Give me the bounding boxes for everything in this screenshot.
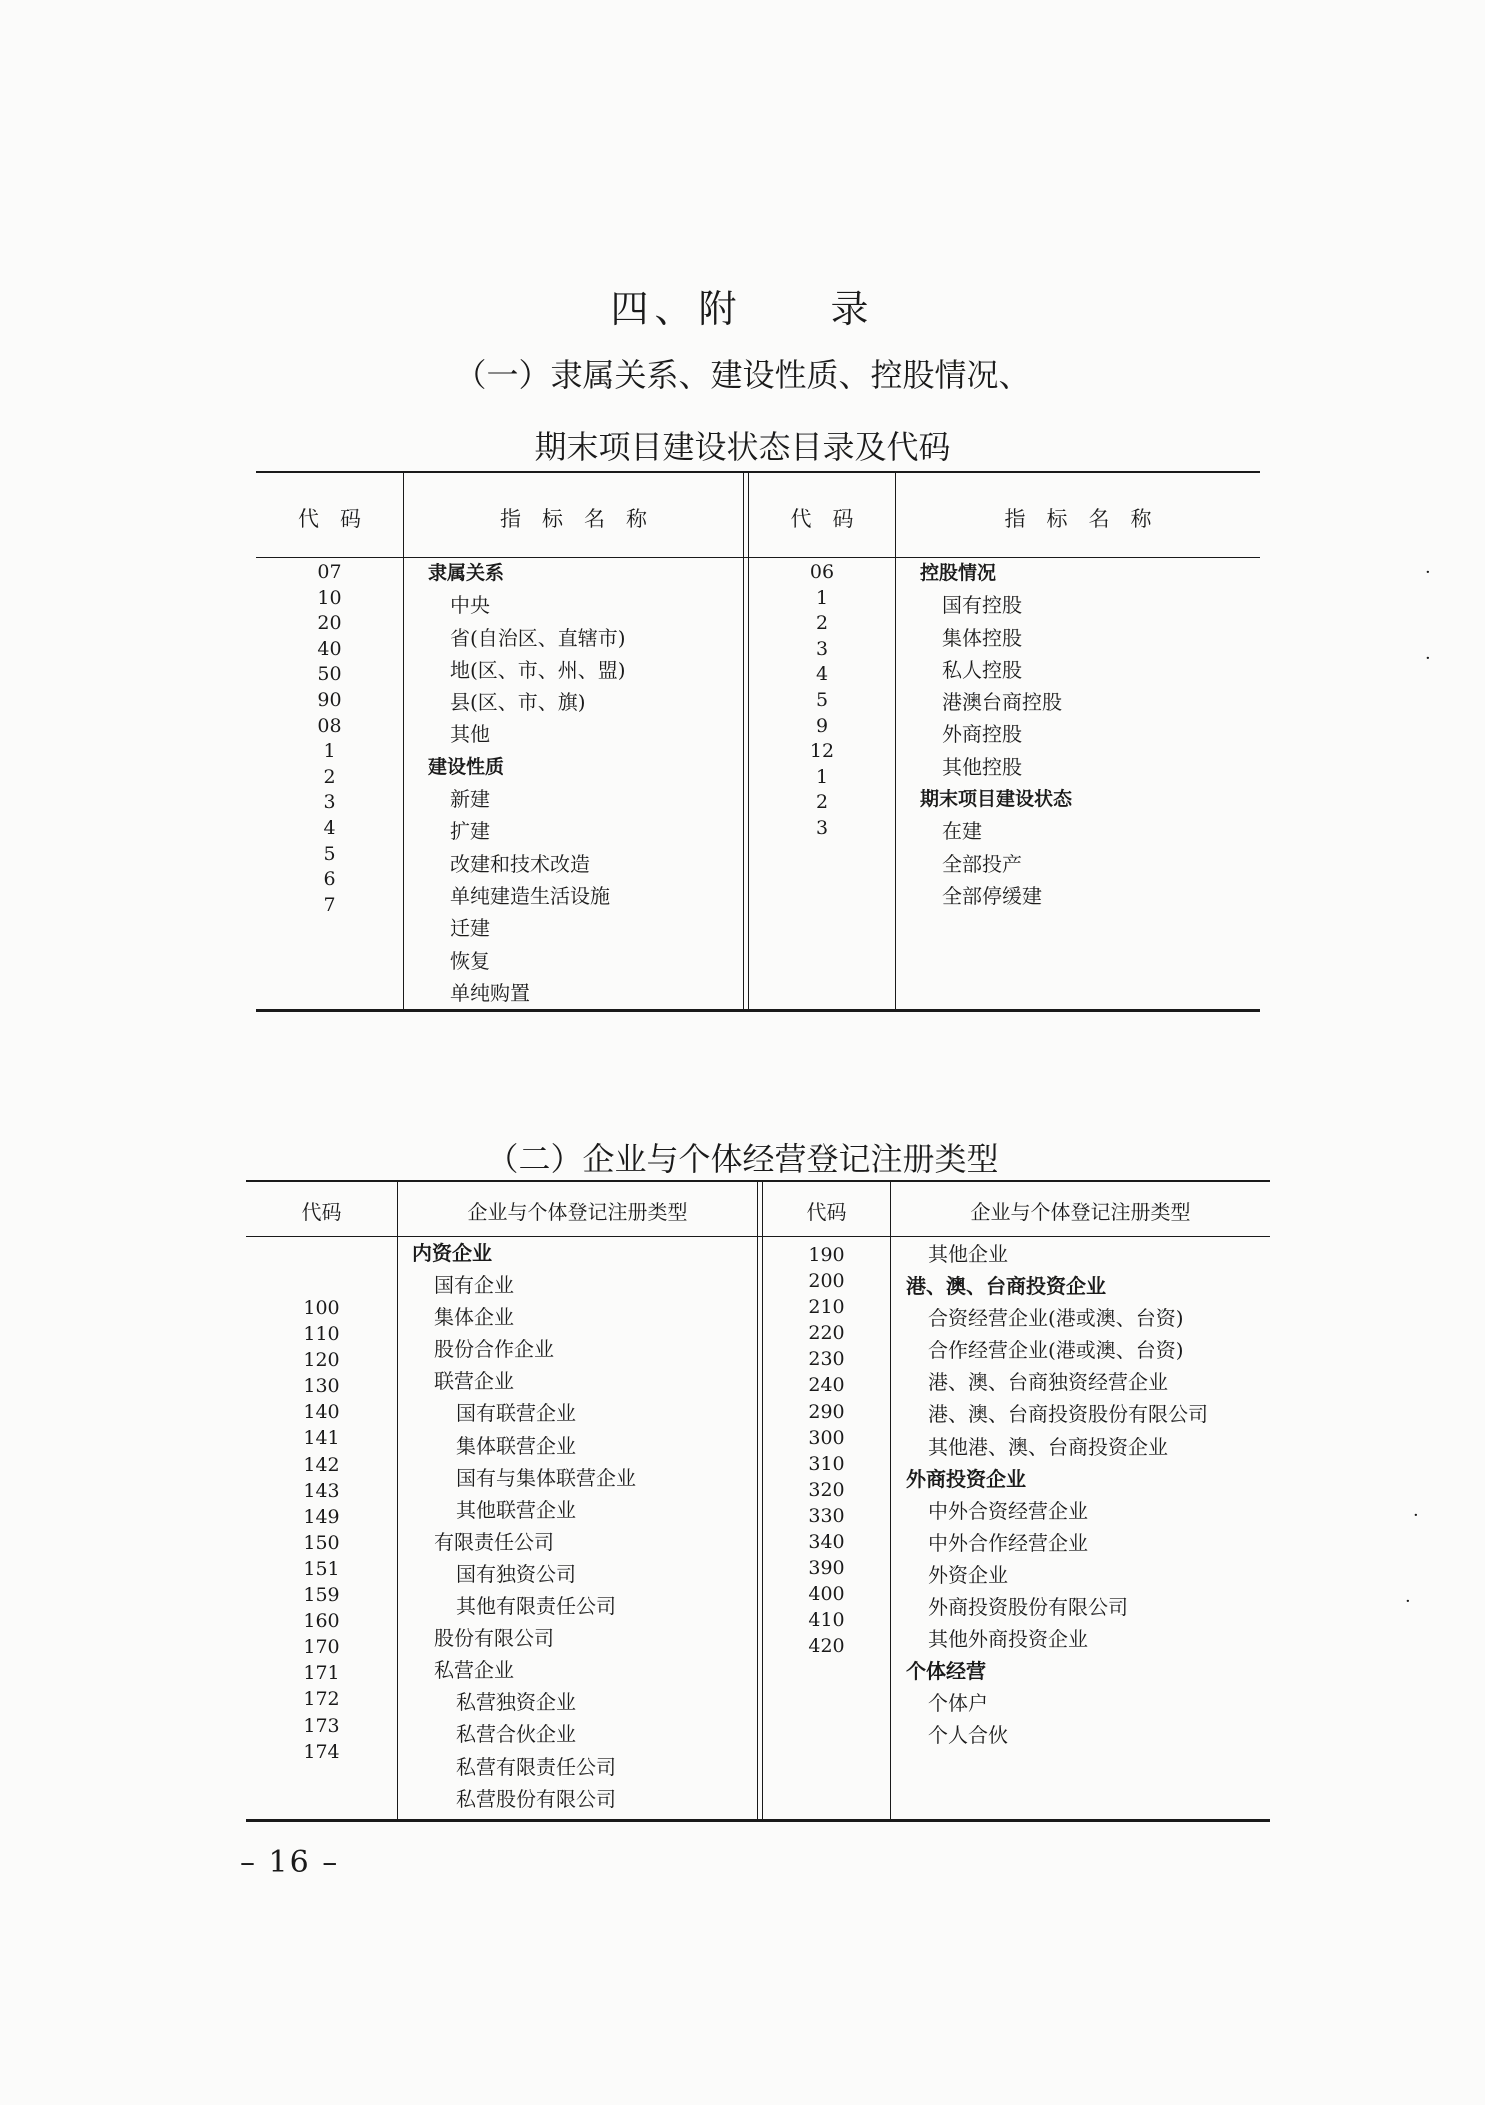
t1-name: 集体控股: [942, 625, 1022, 650]
t1-code: 20: [317, 612, 342, 635]
t2-code: 200: [808, 1270, 845, 1293]
t2-code: 174: [303, 1740, 340, 1763]
t1-code: 1: [815, 765, 829, 788]
t1-name: 私人控股: [942, 657, 1022, 682]
t1-name-category: 隶属关系: [428, 562, 505, 584]
t2-left-names: [412, 1237, 636, 1815]
t2-code: 230: [808, 1348, 845, 1371]
t1-code: 2: [323, 765, 336, 788]
t2-code: 151: [303, 1557, 340, 1580]
t2-code: 170: [303, 1636, 340, 1659]
t2-name: 外资企业: [928, 1562, 1008, 1587]
t1-header-code-left: 代 码: [298, 507, 361, 531]
t1-code: 07: [317, 561, 342, 583]
t1-code: 10: [317, 586, 342, 609]
t2-code: 240: [808, 1374, 845, 1397]
section2-title: （二）企业与个体经营登记注册类型: [486, 1140, 999, 1178]
t1-code: 4: [323, 816, 336, 839]
t2-name: 中外合资经营企业: [928, 1498, 1088, 1523]
t1-name-category: 控股情况: [920, 562, 997, 584]
t2-name: 私营企业: [434, 1658, 514, 1683]
t1-header-name-left: 指 标 名 称: [500, 507, 647, 531]
scan-speck: ·: [1425, 648, 1431, 669]
t1-code: 08: [317, 714, 342, 737]
section1-title-line2: 期末项目建设状态目录及代码: [534, 428, 951, 466]
t1-code: 3: [815, 816, 829, 839]
t2-code: 173: [303, 1714, 340, 1737]
t2-code: 310: [808, 1452, 845, 1475]
t1-name: 在建: [942, 819, 982, 844]
t1-name-category: 建设性质: [428, 755, 505, 778]
t1-code: 50: [317, 663, 342, 686]
t2-name: 私营有限责任公司: [456, 1754, 616, 1779]
t2-code: 340: [808, 1531, 845, 1554]
scan-speck: ·: [1405, 1591, 1411, 1612]
t2-code: 390: [808, 1557, 845, 1580]
t1-code: 9: [815, 714, 829, 737]
t2-header-code-left: 代码: [301, 1200, 342, 1224]
t1-name: 全部停缓建: [942, 883, 1042, 908]
t2-name: 合作经营企业(港或澳、台资): [928, 1338, 1184, 1363]
t1-name: 港澳台商控股: [942, 690, 1062, 715]
t1-name-category: 期末项目建设状态: [920, 788, 1073, 811]
t2-code: 140: [303, 1401, 340, 1424]
t1-name: 改建和技术改造: [450, 851, 590, 876]
t2-code: 210: [808, 1296, 845, 1319]
page-title: 四、附 录: [610, 287, 875, 331]
t1-left-names: [428, 557, 626, 1009]
t2-code: 100: [303, 1297, 340, 1319]
t2-name: 其他港、澳、台商投资企业: [928, 1434, 1168, 1459]
t2-code: 330: [808, 1504, 845, 1527]
t2-code: 400: [808, 1583, 845, 1606]
t2-code: 142: [303, 1453, 340, 1476]
t1-code: 2: [815, 612, 829, 635]
t2-code: 290: [808, 1400, 845, 1423]
t2-name: 港、澳、台商投资股份有限公司: [928, 1402, 1208, 1427]
section1-title-line1: （一）隶属关系、建设性质、控股情况、: [454, 356, 1031, 394]
t2-name: 个体户: [928, 1691, 988, 1716]
t1-name: 其他控股: [942, 754, 1022, 779]
t1-name: 扩建: [450, 819, 490, 844]
t2-name: 私营独资企业: [456, 1690, 576, 1715]
t2-code: 130: [303, 1375, 340, 1398]
t2-name-category: 外商投资企业: [906, 1466, 1026, 1491]
t2-code: 410: [808, 1609, 845, 1632]
t2-name-category: 港、澳、台商投资企业: [906, 1274, 1106, 1299]
t2-name: 私营合伙企业: [456, 1722, 576, 1747]
t2-name: 集体企业: [434, 1305, 514, 1330]
t1-name: 单纯购置: [450, 980, 530, 1005]
t1-code: 2: [815, 791, 829, 814]
t2-code: 172: [303, 1688, 340, 1711]
t1-header-name-right: 指 标 名 称: [1004, 507, 1152, 531]
t1-name: 其他: [450, 722, 490, 747]
t1-left-codes: [256, 560, 403, 918]
t1-code: 90: [317, 688, 342, 711]
t1-name: 省(自治区、直辖市): [450, 625, 626, 650]
t2-name: 其他外商投资企业: [928, 1627, 1088, 1652]
t1-name: 县(区、市、旗): [450, 690, 586, 715]
t2-code: 320: [808, 1478, 845, 1501]
t2-header-name-left: 企业与个体登记注册类型: [467, 1200, 688, 1224]
t2-code: 171: [303, 1662, 340, 1685]
t2-name: 国有独资公司: [456, 1561, 576, 1586]
page-number: – 16 –: [240, 1845, 340, 1880]
t1-code: 06: [809, 561, 835, 583]
t2-name-category: 内资企业: [412, 1241, 492, 1265]
t2-name: 港、澳、台商独资经营企业: [928, 1370, 1168, 1395]
t1-name: 单纯建造生活设施: [450, 883, 610, 908]
t2-code: 160: [303, 1610, 340, 1633]
t1-code: 40: [317, 637, 342, 660]
t1-name: 恢复: [450, 948, 490, 973]
t2-name: 国有联营企业: [456, 1401, 576, 1426]
t2-name: 合资经营企业(港或澳、台资): [928, 1306, 1184, 1331]
t1-name: 迁建: [450, 916, 490, 941]
t1-name: 外商控股: [942, 722, 1022, 747]
t2-code: 149: [303, 1505, 340, 1528]
t2-header-code-right: 代码: [806, 1200, 847, 1224]
t2-name: 私营股份有限公司: [456, 1786, 616, 1811]
t2-name-category: 个体经营: [906, 1659, 986, 1684]
t2-code: 120: [303, 1349, 340, 1372]
t2-name: 国有与集体联营企业: [456, 1465, 636, 1490]
t2-name: 集体联营企业: [456, 1433, 576, 1458]
t2-right-codes: [763, 1242, 890, 1660]
t2-code: 143: [303, 1479, 340, 1502]
t2-code: 190: [808, 1244, 845, 1266]
t2-name: 股份合作企业: [434, 1337, 554, 1362]
t1-code: 3: [815, 637, 829, 660]
t1-right-names: [920, 557, 1072, 912]
scan-speck: ·: [1413, 1505, 1419, 1526]
t2-name: 外商投资股份有限公司: [928, 1595, 1128, 1620]
t1-right-codes: [749, 560, 895, 842]
t2-code: 159: [303, 1584, 340, 1607]
t2-code: 420: [808, 1635, 845, 1658]
t1-name: 国有控股: [942, 593, 1022, 618]
t2-name: 其他企业: [928, 1242, 1008, 1266]
t1-code: 1: [815, 586, 829, 609]
t2-code: 110: [303, 1323, 340, 1346]
t2-right-names: [906, 1238, 1208, 1752]
t1-name: 全部投产: [942, 851, 1022, 876]
t2-name: 联营企业: [434, 1369, 514, 1394]
t1-code: 5: [815, 688, 829, 711]
t2-name: 个人合伙: [928, 1723, 1008, 1748]
t1-name: 中央: [450, 593, 490, 618]
t1-code: 1: [323, 740, 336, 763]
t1-code: 6: [323, 868, 336, 891]
scan-speck: ·: [1425, 562, 1431, 583]
t1-name: 地(区、市、州、盟): [450, 657, 626, 682]
t2-code: 141: [303, 1427, 340, 1450]
t2-name: 有限责任公司: [434, 1529, 554, 1554]
t2-code: 150: [303, 1531, 340, 1554]
t1-code: 7: [323, 893, 336, 916]
t2-code: 300: [808, 1426, 845, 1449]
t2-code: 220: [808, 1322, 845, 1345]
t1-header-code-right: 代 码: [790, 507, 854, 531]
t1-code: 12: [809, 740, 835, 763]
t1-name: 新建: [450, 787, 490, 812]
t2-name: 其他联营企业: [456, 1497, 576, 1522]
t2-name: 国有企业: [434, 1273, 514, 1298]
t2-name: 中外合作经营企业: [928, 1530, 1088, 1555]
t1-code: 3: [323, 791, 336, 814]
t2-header-name-right: 企业与个体登记注册类型: [970, 1200, 1191, 1224]
t1-code: 5: [323, 842, 336, 865]
t2-name: 股份有限公司: [434, 1626, 554, 1651]
t1-code: 4: [815, 663, 829, 686]
t2-left-codes: [246, 1295, 397, 1765]
t2-name: 其他有限责任公司: [456, 1594, 616, 1619]
